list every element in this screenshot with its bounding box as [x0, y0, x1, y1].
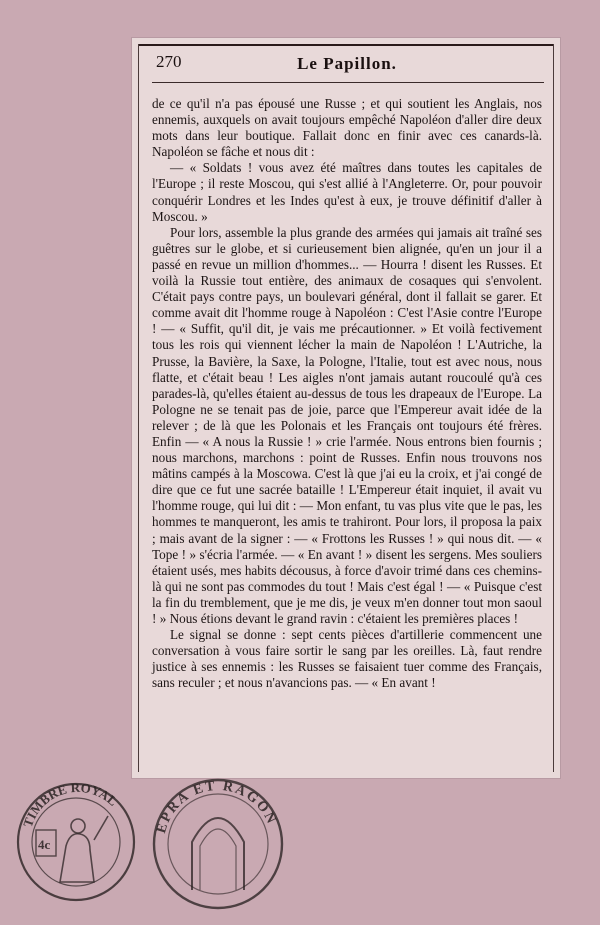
publisher-stamp	[148, 772, 286, 912]
left-frame-rule	[138, 44, 139, 772]
top-frame-rule	[138, 44, 554, 46]
svg-text:EPRA ET RAGON	[154, 779, 279, 835]
stamp-right-text: EPRA ET RAGON	[154, 778, 280, 836]
timbre-royal-stamp	[8, 770, 140, 910]
article-body	[152, 96, 542, 691]
svg-text:TIMBRE ROYAL	[20, 780, 121, 829]
paragraph: — « Soldats ! vous avez été maîtres dans toutes les capitales de l'Europe ; il reste Moscou, qui s'est allié à l'Angleterre. Or, pour pouvoir conquérir Londres et les Indes qu'est à eux, je trouve définitif d'aller à Moscou. »	[152, 160, 542, 224]
right-frame-rule	[553, 44, 554, 772]
paragraph: Pour lors, assemble la plus grande des armées qui jamais ait traîné ses guêtres sur le globe, et si curieusement bien alignée, qu'en un jour il a passé en revue un million d'hommes... — Hourra ! disent les Russes. Et voilà la Russie tout entière, des animaux de cosaques qui s'envolent. C'était pays contre pays, un boulevari général, dont il fallait se garer. Et comme avait dit l'homme rouge à Napoléon : C'est l'Asie contre l'Europe ! — « Suffit, qu'il dit, je vais me précautionner. » Et voilà fectivement tous les rois qui viennent lécher la main de Napoléon ! L'Autriche, la Prusse, la Bavière, la Saxe, la Pologne, l'Italie, tout est avec nous, nous flatte, et c'était beau ! Les aigles n'ont jamais autant roucoulé qu'à ces parades-là, qu'elles étaient au-dessus de tous les drapeaux de l'Europe. La Pologne ne se tenait pas de joie, parce que l'Empereur avait idée de la relever ; de là que les Polonais et les Français ont toujours été frères. Enfin — « A nous la Russie ! » crie l'armée. Nous entrons bien fournis ; nous marchons, marchons : point de Russes. Enfin nous trouvons nos mâtins campés à la Moscowa. C'est là que j'ai eu la croix, et j'ai congé de dire que ce fut une sacrée bataille ! L'Empereur était inquiet, il avait vu l'homme rouge, qui lui dit : — Mon enfant, tu vas plus vite que le pas, les hommes te manqueront, les amis te trahiront. Pour lors, il proposa la paix ; mais avant de la signer : — « Frottons les Russes ! » qui nous dit. — « Tope ! » s'écria l'armée. — « En avant ! » disent les sergens. Mes souliers étaient usés, mes habits décousus, à force d'avoir trimé dans ces chemins-là qui ne sont pas commodes du tout ! Mais c'est égal ! — « Puisque c'est la fin du tremblement, que je me dis, je veux m'en donner tout mon saoul ! » Nous étions devant le grand ravin : c'étaient les premières places !	[152, 224, 542, 626]
paragraph: de ce qu'il n'a pas épousé une Russe ; et qui soutient les Anglais, nos ennemis, auxquels on avait toujours empêché Napoléon d'aller dire deux mots dans leur boutique. Fallait donc en finir avec ces canards-là. Napoléon se fâche et nous dit :	[152, 96, 542, 160]
paragraph: Le signal se donne : sept cents pièces d'artillerie commencent une conversation à vous faire sortir le sang par les oreilles. Là, faut rendre justice à ses ennemis : les Russes se faisaient tuer comme des Français, sans reculer ; et nous n'avancions pas. — « En avant !	[152, 627, 542, 691]
journal-title: Le Papillon.	[297, 54, 397, 73]
page-header	[152, 52, 542, 78]
stamp-left-value: 4c	[38, 837, 51, 852]
stamp-left-text: TIMBRE ROYAL	[20, 779, 121, 830]
header-rule	[152, 82, 544, 83]
page-number: 270	[156, 52, 182, 71]
